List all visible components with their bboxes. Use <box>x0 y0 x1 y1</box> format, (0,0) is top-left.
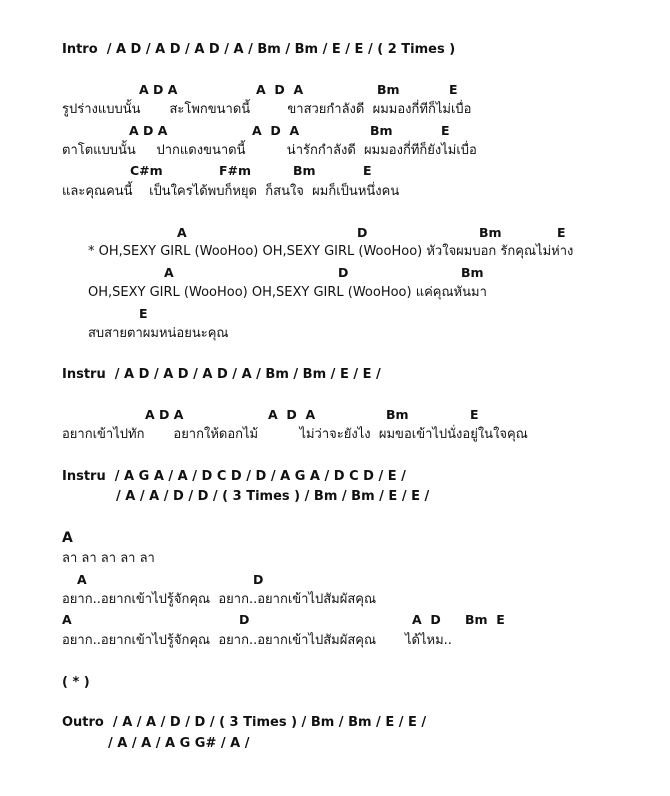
chord: A D A <box>256 82 304 97</box>
chord: A D A <box>129 123 168 138</box>
lyric-line: OH,SEXY GIRL (WooHoo) OH,SEXY GIRL (WooHoo) แค่คุณหันมา <box>88 285 487 300</box>
chord: D <box>253 572 264 587</box>
chord: D <box>357 225 368 240</box>
chord: Bm <box>377 82 400 97</box>
chord: Bm E <box>465 612 505 627</box>
chord: Bm <box>293 163 316 178</box>
lyric-line: * OH,SEXY GIRL (WooHoo) OH,SEXY GIRL (WooHoo) หัวใจผมบอก รักคุณไม่ห่าง <box>88 244 574 259</box>
chord: Bm <box>370 123 393 138</box>
chord: D <box>239 612 250 627</box>
lyric-line: อยาก..อยากเข้าไปรู้จักคุณ อยาก..อยากเข้าไปสัมผัสคุณ ได้ไหม.. <box>62 633 452 648</box>
outro-line: Outro / A / A / D / D / ( 3 Times ) / Bm / Bm / E / E / <box>62 715 427 730</box>
lyric-line: ลา ลา ลา ลา ลา <box>62 551 155 566</box>
outro-line: / A / A / A G G# / A / <box>108 736 250 751</box>
chord: A D <box>412 612 441 627</box>
chord: Bm <box>461 265 484 280</box>
chord: E <box>441 123 450 138</box>
lyric-line: และคุณคนนี้ เป็นใครได้พบก็หยุด ก็สนใจ ผมก็เป็นหนึ่งคน <box>62 184 400 199</box>
chord: A D A <box>139 82 178 97</box>
lyric-line: รูปร่างแบบนั้น สะโพกขนาดนี้ ขาสวยกำลังดี ผมมองกี่ทีก็ไม่เบื่อ <box>62 102 472 117</box>
chord: E <box>449 82 458 97</box>
chord: A D A <box>145 407 184 422</box>
chord: A <box>177 225 187 240</box>
chord: A <box>164 265 174 280</box>
chord: F#m <box>219 163 252 178</box>
chord: Bm <box>386 407 409 422</box>
chord: C#m <box>130 163 163 178</box>
instru-line: / A / A / D / D / ( 3 Times ) / Bm / Bm / E / E / <box>116 489 430 504</box>
chord: Bm <box>479 225 502 240</box>
section-heading: A <box>62 530 73 546</box>
repeat-marker: ( * ) <box>62 675 90 690</box>
chord: D <box>338 265 349 280</box>
chord: E <box>470 407 479 422</box>
chord: E <box>139 306 148 321</box>
chord: A <box>62 612 72 627</box>
chord: E <box>363 163 372 178</box>
lyric-line: ตาโตแบบนั้น ปากแดงขนาดนี้ น่ารักกำลังดี ผมมองกี่ทีก็ยังไม่เบื่อ <box>62 143 477 158</box>
chord: A <box>77 572 87 587</box>
chord: A D A <box>252 123 300 138</box>
chord: A D A <box>268 407 316 422</box>
lyric-line: อยากเข้าไปทัก อยากให้ดอกไม้ ไม่ว่าจะยังไง ผมขอเข้าไปนั่งอยู่ในใจคุณ <box>62 427 528 442</box>
chord: E <box>557 225 566 240</box>
instru-line: Instru / A G A / A / D C D / D / A G A / D C D / E / <box>62 469 406 484</box>
lyric-line: อยาก..อยากเข้าไปรู้จักคุณ อยาก..อยากเข้าไปสัมผัสคุณ <box>62 592 377 607</box>
lyric-line: สบสายตาผมหน่อยนะคุณ <box>88 326 229 341</box>
intro-line: Intro / A D / A D / A D / A / Bm / Bm / E / E / ( 2 Times ) <box>62 42 456 57</box>
instru-line: Instru / A D / A D / A D / A / Bm / Bm / E / E / <box>62 367 381 382</box>
